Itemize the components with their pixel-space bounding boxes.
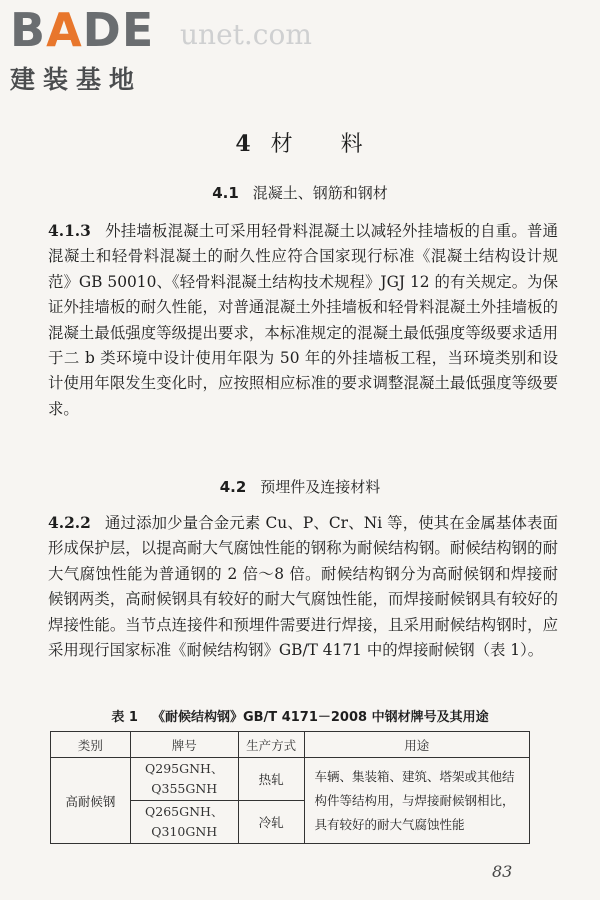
clause-4-2-2 <box>48 511 558 663</box>
clause-text: 外挂墙板混凝土可采用轻骨料混凝土以减轻外挂墙板的自重。普通混凝土和轻骨料混凝土的耐久性应符合国家现行标准《混凝土结构设计规范》GB 50010、《轻骨料混凝土结构技术规程》JGJ 12 的有关规定。为保证外挂墙板的耐久性能，对普通混凝土外挂墙板和轻骨料混凝土外挂墙板的混凝土最低强度等级提出要求，本标准规定的混凝土最低强度等级要求适用于二 b 类环境中设计使用年限为 50 年的外挂墙板工程，当环境类别和设计使用年限发生变化时，应按照相应标准的要求调整混凝土最低强度等级要求。 <box>48 222 558 418</box>
table-caption-text: 《耐候结构钢》GB/T 4171－2008 中钢材牌号及其用途 <box>151 710 489 725</box>
table-header-row <box>51 732 530 758</box>
cell-method: 热轧 <box>238 758 304 801</box>
section-number: 4.2 <box>219 478 247 496</box>
cell-category: 高耐候钢 <box>51 758 131 844</box>
clause-text: 通过添加少量合金元素 Cu、P、Cr、Ni 等，使其在金属基体表面形成保护层，以提高耐大气腐蚀性能的钢称为耐候结构钢。耐候结构钢的耐大气腐蚀性能为普通钢的 2 倍～8 倍。耐候结构钢分为高耐候钢和焊接耐候钢两类，高耐候钢具有较好的耐大气腐蚀性能，而焊接耐候钢具有较好的焊接性能。当节点连接件和预埋件需要进行焊接，且采用耐候结构钢时，应采用现行国家标准《耐候结构钢》GB/T 4171 中的焊接耐候钢（表 1）。 <box>48 514 558 660</box>
section-number: 4.1 <box>212 184 239 202</box>
header-method: 生产方式 <box>238 732 304 758</box>
clause-code: 4.2.2 <box>48 514 91 532</box>
chapter-title-part-2: 料 <box>340 132 365 157</box>
table-caption <box>0 706 600 725</box>
section-title: 预埋件及连接材料 <box>260 478 381 496</box>
header-grade: 牌号 <box>130 732 238 758</box>
cell-grade: Q295GNH、 Q355GNH <box>130 758 238 801</box>
clause-code: 4.1.3 <box>48 222 91 240</box>
chapter-number: 4 <box>235 131 253 157</box>
cell-usage: 车辆、集装箱、建筑、塔架或其他结构件等结构用，与焊接耐候钢相比，具有较好的耐大气腐蚀性能 <box>304 758 529 844</box>
section-title: 混凝土、钢筋和钢材 <box>252 184 388 202</box>
clause-4-1-3 <box>48 219 558 422</box>
table-label: 表 1 <box>111 710 138 725</box>
steel-grade-table <box>50 731 530 844</box>
watermark-text: unet.com <box>180 18 312 51</box>
chapter-title-part-1: 材 <box>270 132 295 157</box>
cell-method: 冷轧 <box>238 801 304 844</box>
header-usage: 用途 <box>304 732 529 758</box>
section-heading-4-2 <box>0 476 600 497</box>
header-category: 类别 <box>51 732 131 758</box>
table-row <box>51 758 530 801</box>
logo-accent-letter: A <box>46 3 83 57</box>
cell-grade: Q265GNH、 Q310GNH <box>130 801 238 844</box>
chapter-title <box>0 127 600 158</box>
logo-wordmark: BADE <box>10 3 155 57</box>
section-heading-4-1 <box>0 182 600 203</box>
page-number: 83 <box>492 862 513 881</box>
logo-subtitle: 建装基地 <box>10 65 143 94</box>
